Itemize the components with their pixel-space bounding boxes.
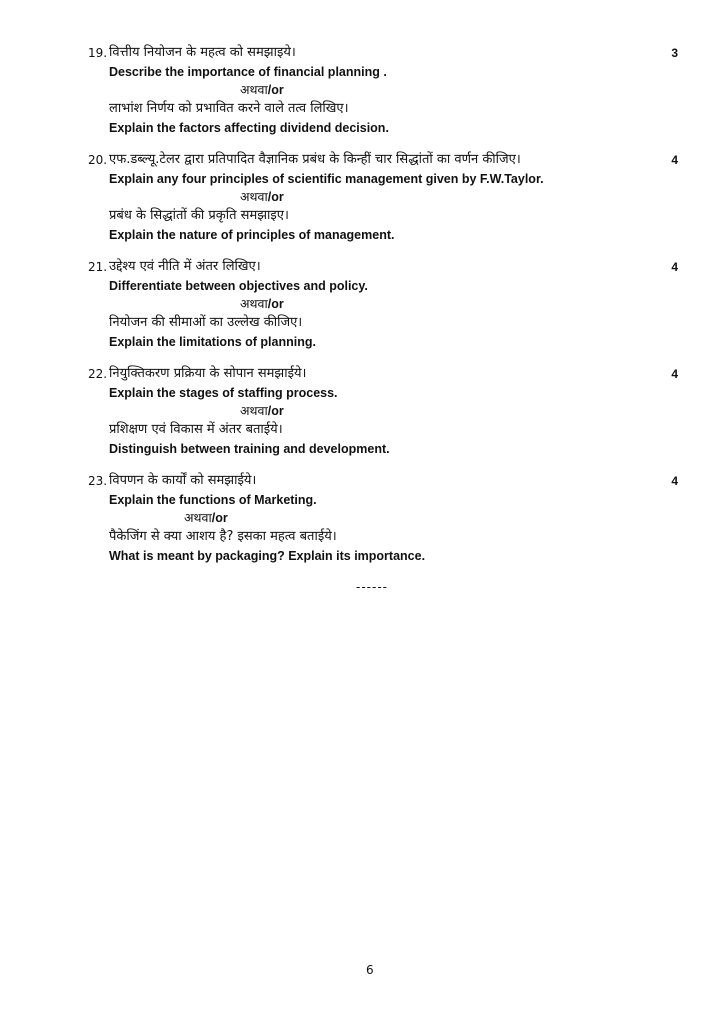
question-hindi: विपणन के कार्यों को समझाईये।: [109, 473, 257, 488]
or-hindi: अथवा: [184, 510, 212, 525]
or-hindi: अथवा: [240, 82, 268, 97]
or-english: /or: [267, 190, 284, 204]
or-hindi: अथवा: [240, 296, 268, 311]
or-separator: [88, 295, 678, 313]
marks: 3: [671, 46, 678, 60]
question-hindi: उद्देश्य एवं नीति में अंतर लिखिए।: [109, 259, 261, 274]
question-hindi: एफ.डब्ल्यू.टेलर द्वारा प्रतिपादित वैज्ञानिक प्रबंध के किन्हीं चार सिद्धांतों का वर्णन कीजिए।: [109, 152, 521, 167]
or-separator: [88, 188, 678, 206]
marks: 4: [671, 474, 678, 488]
question-23: [88, 471, 678, 565]
question-number: 22.: [88, 367, 108, 381]
question-number: 19.: [88, 46, 108, 60]
question-english: Describe the importance of financial planning .: [109, 65, 387, 79]
question-hindi: नियुक्तिकरण प्रक्रिया के सोपान समझाईये।: [109, 366, 307, 381]
alternate-question-hindi: नियोजन की सीमाओं का उल्लेख कीजिए।: [109, 315, 303, 330]
alternate-question-english: Explain the factors affecting dividend decision.: [109, 121, 389, 135]
marks: 4: [671, 153, 678, 167]
question-english: Explain the functions of Marketing.: [109, 493, 317, 507]
question-19: [88, 43, 678, 137]
page-number: 6: [366, 963, 374, 977]
or-english: /or: [267, 404, 284, 418]
alternate-question-english: Explain the nature of principles of management.: [109, 228, 395, 242]
or-english: /or: [267, 83, 284, 97]
marks: 4: [671, 260, 678, 274]
alternate-question-hindi: पैकेजिंग से क्या आशय है? इसका महत्व बताईये।: [109, 529, 337, 544]
question-number: 21.: [88, 260, 108, 274]
alternate-question-hindi: लाभांश निर्णय को प्रभावित करने वाले तत्व लिखिए।: [109, 101, 349, 116]
or-hindi: अथवा: [240, 403, 268, 418]
question-english: Explain any four principles of scientific management given by F.W.Taylor.: [109, 172, 544, 186]
alternate-question-hindi: प्रबंध के सिद्धांतों की प्रकृति समझाइए।: [109, 208, 289, 223]
or-separator: [88, 81, 678, 99]
question-english: Explain the stages of staffing process.: [109, 386, 338, 400]
alternate-question-english: What is meant by packaging? Explain its importance.: [109, 549, 426, 563]
or-separator: [88, 509, 678, 527]
question-english: Differentiate between objectives and policy.: [109, 279, 368, 293]
question-hindi: वित्तीय नियोजन के महत्व को समझाइये।: [109, 45, 296, 60]
question-21: [88, 257, 678, 351]
alternate-question-hindi: प्रशिक्षण एवं विकास में अंतर बताईये।: [109, 422, 283, 437]
question-20: [88, 150, 678, 244]
question-number: 20.: [88, 153, 108, 167]
end-of-section-mark: ------: [356, 580, 388, 594]
alternate-question-english: Explain the limitations of planning.: [109, 335, 316, 349]
or-english: /or: [267, 297, 284, 311]
question-22: [88, 364, 678, 458]
or-hindi: अथवा: [240, 189, 268, 204]
question-number: 23.: [88, 474, 108, 488]
alternate-question-english: Distinguish between training and development.: [109, 442, 390, 456]
or-english: /or: [211, 511, 228, 525]
marks: 4: [671, 367, 678, 381]
or-separator: [88, 402, 678, 420]
